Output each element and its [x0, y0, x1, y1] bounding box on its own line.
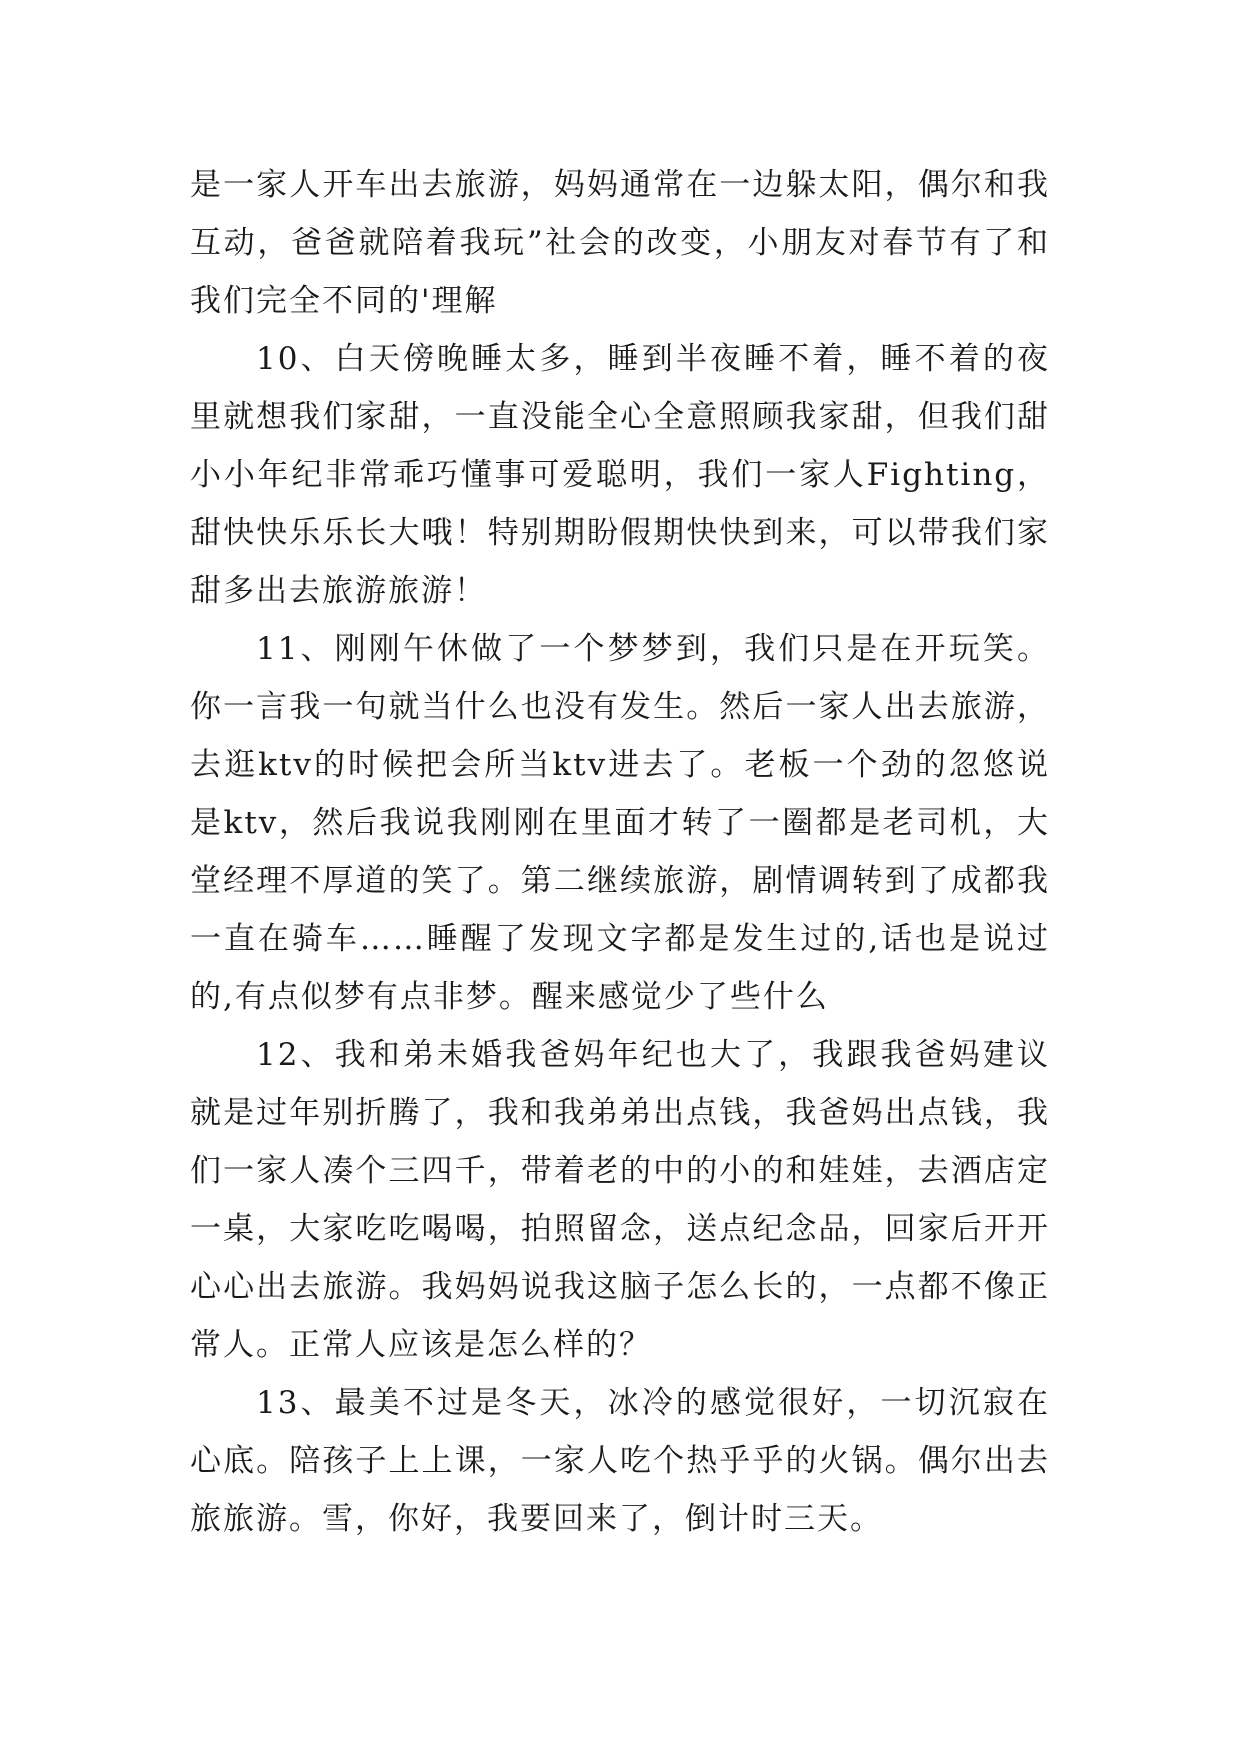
- document-page: [190, 156, 1050, 1548]
- paragraph-13: 13、最美不过是冬天，冰冷的感觉很好，一切沉寂在心底。陪孩子上上课，一家人吃个热乎乎的火锅。偶尔出去旅旅游。雪，你好，我要回来了，倒计时三天。: [190, 1385, 1050, 1537]
- paragraph-11: 11、刚刚午休做了一个梦梦到，我们只是在开玩笑。你一言我一句就当什么也没有发生。然后一家人出去旅游，去逛ktv的时候把会所当ktv进去了。老板一个劲的忽悠说是ktv，然后我说我刚刚在里面才转了一圈都是老司机，大堂经理不厚道的笑了。第二继续旅游，剧情调转到了成都我一直在骑车……睡醒了发现文字都是发生过的,话也是说过的,有点似梦有点非梦。醒来感觉少了些什么: [190, 631, 1050, 1015]
- paragraph-12: 12、我和弟未婚我爸妈年纪也大了，我跟我爸妈建议就是过年别折腾了，我和我弟弟出点钱，我爸妈出点钱，我们一家人凑个三四千，带着老的中的小的和娃娃，去酒店定一桌，大家吃吃喝喝，拍照留念，送点纪念品，回家后开开心心出去旅游。我妈妈说我这脑子怎么长的，一点都不像正常人。正常人应该是怎么样的？: [190, 1037, 1050, 1363]
- paragraph-continued: 是一家人开车出去旅游，妈妈通常在一边躲太阳，偶尔和我互动，爸爸就陪着我玩”社会的改变，小朋友对春节有了和我们完全不同的'理解: [190, 167, 1050, 319]
- paragraph-10: 10、白天傍晚睡太多，睡到半夜睡不着，睡不着的夜里就想我们家甜，一直没能全心全意照顾我家甜，但我们甜小小年纪非常乖巧懂事可爱聪明，我们一家人Fighting，甜快快乐乐长大哦！特别期盼假期快快到来，可以带我们家甜多出去旅游旅游！: [190, 341, 1050, 609]
